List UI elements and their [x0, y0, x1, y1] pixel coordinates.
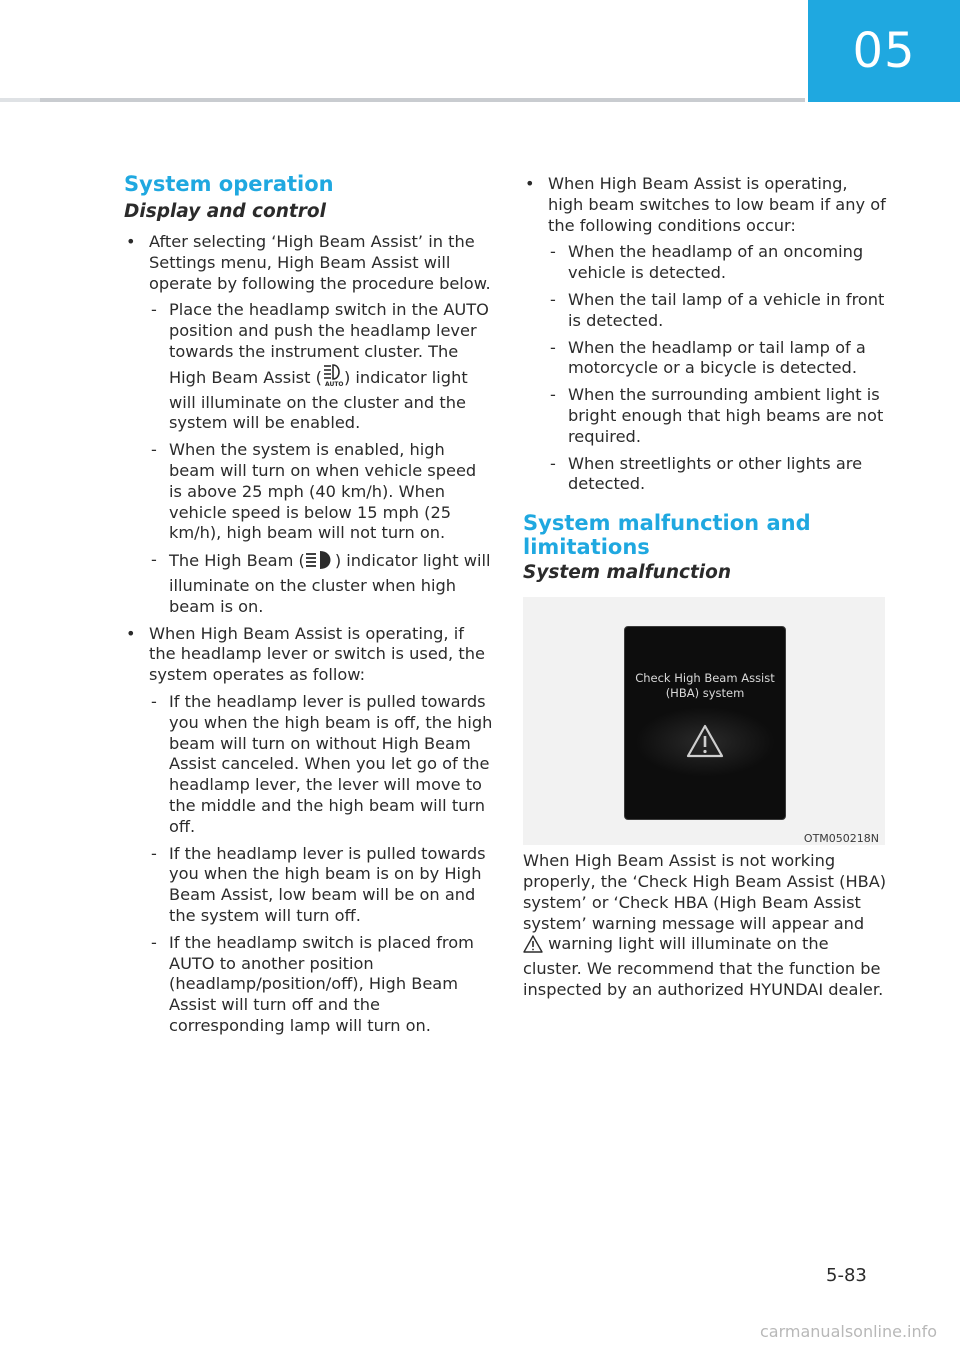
list-item [548, 454, 887, 496]
svg-text:AUTO: AUTO [324, 380, 344, 387]
bullet-text: When High Beam Assist is operating, if the headlamp lever or switch is used, the system operates as follow: [149, 623, 485, 685]
list-item [149, 933, 494, 1037]
dash-list [149, 300, 494, 617]
list-item [548, 385, 887, 447]
left-column [124, 172, 494, 1043]
subsection-title-malfunction: System malfunction [523, 562, 732, 584]
list-item [548, 338, 887, 380]
dash-text: ) indicator light will illuminate on the cluster when high beam is on. [169, 551, 491, 616]
section-title-system-operation: System operation [124, 172, 334, 196]
header-rule [0, 98, 805, 102]
malfunction-paragraph [523, 851, 887, 1001]
dash-text: When the tail lamp of a vehicle in front is detected. [568, 289, 885, 330]
list-item [523, 174, 887, 495]
list-item [149, 550, 494, 617]
dash-text: When the headlamp of an oncoming vehicle is detected. [568, 242, 864, 283]
dash-text: Place the headlamp switch in the AUTO position and push the headlamp lever towards the instrument cluster. The High Beam Assist ( [169, 300, 489, 387]
dash-text: If the headlamp lever is pulled towards you when the high beam is off, the high beam will turn on without High Beam Assist canceled. When you let go of the headlamp lever, the lever will move to the middle and the high beam will turn off. [169, 691, 493, 836]
cluster-display [624, 626, 786, 820]
list-item [149, 440, 494, 544]
dash-text: If the headlamp switch is placed from AUTO to another position (headlamp/position/off), High Beam Assist will turn off and the corresponding lamp will turn on. [169, 932, 474, 1035]
figure-code: OTM050218N [803, 832, 879, 846]
subsection-title-display-control: Display and control [124, 201, 326, 222]
dash-text: When the system is enabled, high beam will turn on when vehicle speed is above 25 mph (40 km/h). When vehicle speed is below 15 mph (25 km/h), high beam will not turn on. [169, 440, 477, 543]
dash-text: When the surrounding ambient light is bright enough that high beams are not required. [568, 385, 884, 446]
dash-list [149, 692, 494, 1037]
warning-triangle-icon [523, 935, 543, 959]
display-message-line1: Check High Beam Assist [635, 671, 775, 686]
chapter-tab [808, 0, 960, 102]
bullet-list-right [523, 174, 887, 495]
section-title-malfunction: System malfunction and limitations [523, 511, 811, 560]
high-beam-icon [305, 550, 335, 576]
chapter-number: 05 [852, 23, 916, 79]
warning-triangle-icon [686, 724, 724, 762]
hba-auto-icon [322, 363, 344, 393]
dash-list [548, 242, 887, 495]
right-column [523, 174, 887, 1001]
list-item [149, 692, 494, 838]
list-item [149, 844, 494, 927]
display-message [625, 671, 785, 701]
cluster-warning-figure [523, 597, 885, 845]
dash-text: The High Beam ( [169, 551, 305, 571]
page-number: 5-83 [826, 1265, 867, 1286]
bullet-list-left [124, 232, 494, 1037]
list-item [149, 300, 494, 434]
dash-text: When streetlights or other lights are detected. [568, 453, 863, 494]
display-message-line2: (HBA) system [665, 686, 745, 701]
dash-text: When the headlamp or tail lamp of a motorcycle or a bicycle is detected. [568, 337, 866, 378]
list-item [124, 232, 494, 618]
list-item [548, 242, 887, 284]
watermark: carmanualsonline.info [760, 1322, 938, 1341]
paragraph-text: warning light will illuminate on the cluster. We recommend that the function be inspected by an authorized HYUNDAI dealer. [523, 934, 884, 999]
list-item [548, 290, 887, 332]
list-item [124, 624, 494, 1037]
paragraph-text: When High Beam Assist is not working properly, the ‘Check High Beam Assist (HBA) system’ or ‘Check HBA (High Beam Assist system’ warning message will appear and [523, 851, 887, 933]
bullet-text: When High Beam Assist is operating, high beam switches to low beam if any of the following conditions occur: [548, 174, 886, 235]
bullet-text: After selecting ‘High Beam Assist’ in the Settings menu, High Beam Assist will operate by following the procedure below. [149, 232, 491, 293]
dash-text: ) indicator light will illuminate on the cluster and the system will be enabled. [169, 367, 468, 433]
dash-text: If the headlamp lever is pulled towards you when the high beam is on by High Beam Assist, low beam will be on and the system will turn off. [169, 843, 486, 925]
